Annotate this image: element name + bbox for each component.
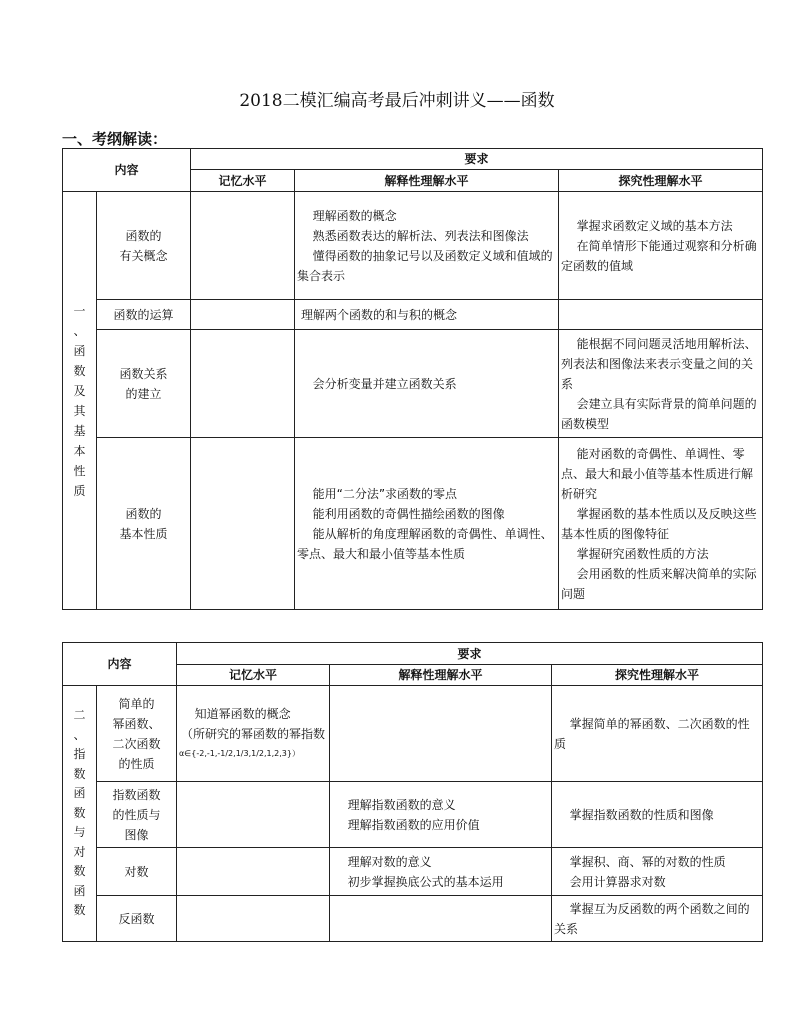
syllabus-table-functions (62, 148, 763, 610)
topic-cell: 函数的运算 (97, 300, 191, 330)
topic-cell: 简单的 幂函数、 二次函数 的性质 (97, 686, 177, 782)
memory-cell (191, 330, 295, 438)
header-memory-level: 记忆水平 (191, 170, 295, 192)
explore-cell: 掌握互为反函数的两个函数之间的关系 (552, 896, 763, 942)
explore-cell: 掌握指数函数的性质和图像 (552, 782, 763, 848)
memory-cell (177, 782, 330, 848)
topic-cell: 函数关系 的建立 (97, 330, 191, 438)
header-requirements: 要求 (177, 643, 763, 665)
topic-cell: 函数的 基本性质 (97, 438, 191, 610)
header-explain-level: 解释性理解水平 (330, 665, 552, 686)
page-title: 2018二模汇编高考最后冲刺讲义——函数 (239, 91, 555, 111)
explain-cell: 理解对数的意义 初步掌握换底公式的基本运用 (330, 848, 552, 896)
explain-cell: 能用“二分法”求函数的零点 能利用函数的奇偶性描绘函数的图像 能从解析的角度理解函数的奇偶性、单调性、零点、最大和最小值等基本性质 (295, 438, 559, 610)
topic-cell: 函数的 有关概念 (97, 192, 191, 300)
memory-cell (191, 438, 295, 610)
explain-cell: 理解函数的概念 熟悉函数表达的解析法、列表法和图像法 懂得函数的抽象记号以及函数定义域和值域的集合表示 (295, 192, 559, 300)
memory-cell (191, 300, 295, 330)
header-requirements: 要求 (191, 149, 763, 170)
header-memory-level: 记忆水平 (177, 665, 330, 686)
explain-cell (330, 896, 552, 942)
explain-cell: 理解指数函数的意义 理解指数函数的应用价值 (330, 782, 552, 848)
header-explain-level: 解释性理解水平 (295, 170, 559, 192)
explain-cell (330, 686, 552, 782)
topic-cell: 对数 (97, 848, 177, 896)
syllabus-table-exponential-log (62, 642, 763, 942)
power-exponent-set: α∈{-2,-1,-1/2,1/3,1/2,1,2,3}） (179, 748, 300, 758)
memory-cell: 知道幂函数的概念 （所研究的幂函数的幂指数 α∈{-2,-1,-1/2,1/3,1/2,1,2,3}） (177, 686, 330, 782)
explore-cell: 能对函数的奇偶性、单调性、零点、最大和最小值等基本性质进行解析研究 掌握函数的基本性质以及反映这些基本性质的图像特征 掌握研究函数性质的方法 会用函数的性质来解决简单的实际问题 (559, 438, 763, 610)
explain-cell: 会分析变量并建立函数关系 (295, 330, 559, 438)
explain-cell: 理解两个函数的和与积的概念 (295, 300, 559, 330)
memory-cell (177, 896, 330, 942)
explore-cell: 掌握积、商、幂的对数的性质 会用计算器求对数 (552, 848, 763, 896)
explore-cell: 掌握求函数定义域的基本方法 在简单情形下能通过观察和分析确定函数的值域 (559, 192, 763, 300)
explore-cell: 能根据不同问题灵活地用解析法、列表法和图像法来表示变量之间的关系 会建立具有实际背景的简单问题的函数模型 (559, 330, 763, 438)
header-explore-level: 探究性理解水平 (552, 665, 763, 686)
group-label: 二 、 指 数 函 数 与 对 数 函 数 (63, 686, 97, 942)
explore-cell (559, 300, 763, 330)
topic-cell: 反函数 (97, 896, 177, 942)
header-explore-level: 探究性理解水平 (559, 170, 763, 192)
header-content: 内容 (63, 643, 177, 686)
topic-cell: 指数函数 的性质与 图像 (97, 782, 177, 848)
group-label: 一 、 函 数 及 其 基 本 性 质 (63, 192, 97, 610)
header-content: 内容 (63, 149, 191, 192)
explore-cell: 掌握简单的幂函数、二次函数的性质 (552, 686, 763, 782)
memory-cell (191, 192, 295, 300)
memory-cell (177, 848, 330, 896)
section-heading: 一、考纲解读： (62, 130, 168, 148)
